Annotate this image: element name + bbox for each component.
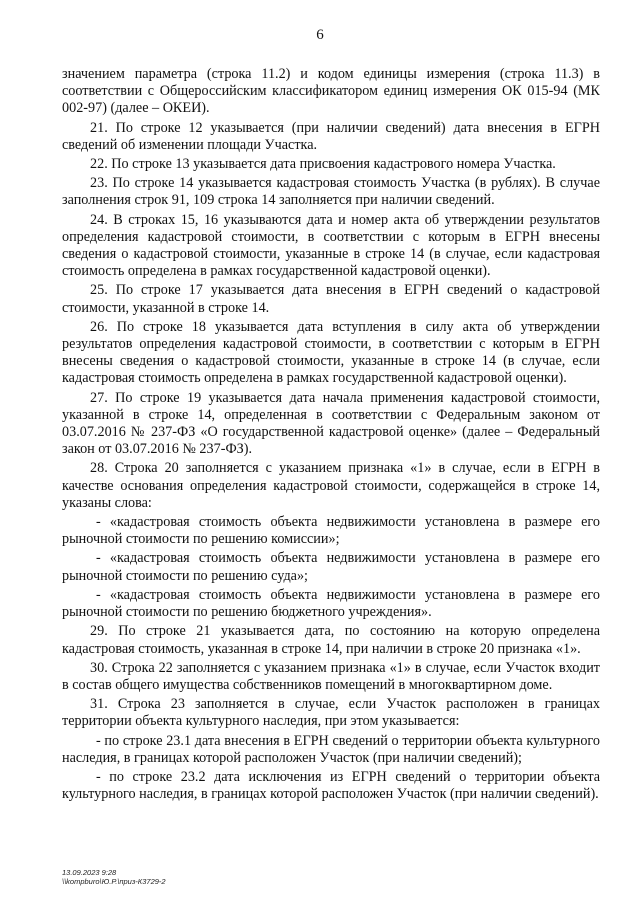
footer-file-path: \\kompburo\Ю.Р.\приз-К3729-2 bbox=[62, 876, 166, 886]
list-item-23-2: - по строке 23.2 дата исключения из ЕГРН сведений о территории объекта культурного наследия, в границах которой расположен Участок (при наличии сведений). bbox=[62, 768, 600, 803]
document-body bbox=[62, 66, 600, 805]
paragraph-27: 27. По строке 19 указывается дата начала применения кадастровой стоимости, указанной в строке 14, определенная в соответствии с Федеральным законом от 03.07.2016 № 237-ФЗ «О государственной кадастровой оценке» (далее – Федеральный закон от 03.07.2016 № 237-ФЗ). bbox=[62, 389, 600, 458]
paragraph-30: 30. Строка 22 заполняется с указанием признака «1» в случае, если Участок входит в состав общего имущества собственников помещений в многоквартирном доме. bbox=[62, 659, 600, 693]
paragraph-21: 21. По строке 12 указывается (при наличии сведений) дата внесения в ЕГРН сведений об изменении площади Участка. bbox=[62, 119, 600, 153]
list-item-23-1: - по строке 23.1 дата внесения в ЕГРН сведений о территории объекта культурного наследия, в границах которой расположен Участок (при наличии сведений); bbox=[62, 732, 600, 766]
document-footer bbox=[62, 869, 166, 886]
paragraph-23: 23. По строке 14 указывается кадастровая стоимость Участка (в рублях). В случае заполнения строк 91, 109 строка 14 заполняется при наличии сведений. bbox=[62, 175, 600, 209]
page-number: 6 bbox=[316, 27, 324, 43]
paragraph-22: 22. По строке 13 указывается дата присвоения кадастрового номера Участка. bbox=[90, 156, 556, 173]
list-item-budget-institution: - «кадастровая стоимость объекта недвижимости установлена в размере его рыночной стоимости по решению бюджетного учреждения». bbox=[62, 586, 600, 621]
paragraph-25: 25. По строке 17 указывается дата внесения в ЕГРН сведений о кадастровой стоимости, указанной в строке 14. bbox=[62, 282, 600, 316]
paragraph-24: 24. В строках 15, 16 указываются дата и номер акта об утверждении результатов определения кадастровой стоимости, в соответствии с которым в ЕГРН внесены сведения о кадастровой стоимости, указанные в строке 14 (в случае, если кадастровая стоимость определена в рамках государственной кадастровой оценки). bbox=[62, 211, 600, 280]
list-item-court: - «кадастровая стоимость объекта недвижимости установлена в размере его рыночной стоимости по решению суда»; bbox=[62, 550, 600, 584]
paragraph-26: 26. По строке 18 указывается дата вступления в силу акта об утверждении результатов определения кадастровой стоимости, в соответствии с которым в ЕГРН внесены сведения о кадастровой стоимости, указанные в строке 14 (в случае, если кадастровая стоимость определена в рамках государственной кадастровой оценки). bbox=[62, 318, 600, 387]
list-item-commission: - «кадастровая стоимость объекта недвижимости установлена в размере его рыночной стоимости по решению комиссии»; bbox=[62, 514, 600, 548]
paragraph-31: 31. Строка 23 заполняется в случае, если Участок расположен в границах территории объекта культурного наследия, при этом указывается: bbox=[62, 696, 600, 730]
paragraph-continuation: значением параметра (строка 11.2) и кодом единицы измерения (строка 11.3) в соответствии с Общероссийским классификатором единиц измерения ОК 015-94 (МК 002-97) (далее – ОКЕИ). bbox=[62, 66, 600, 117]
paragraph-29: 29. По строке 21 указывается дата, по состоянию на которую определена кадастровая стоимость, указанная в строке 14, при наличии в строке 20 признака «1». bbox=[62, 623, 600, 657]
paragraph-28: 28. Строка 20 заполняется с указанием признака «1» в случае, если в ЕГРН в качестве основания определения кадастровой стоимости, содержащейся в строке 14, указаны слова: bbox=[62, 460, 600, 511]
footer-timestamp: 13.09.2023 9:28 bbox=[62, 868, 117, 877]
